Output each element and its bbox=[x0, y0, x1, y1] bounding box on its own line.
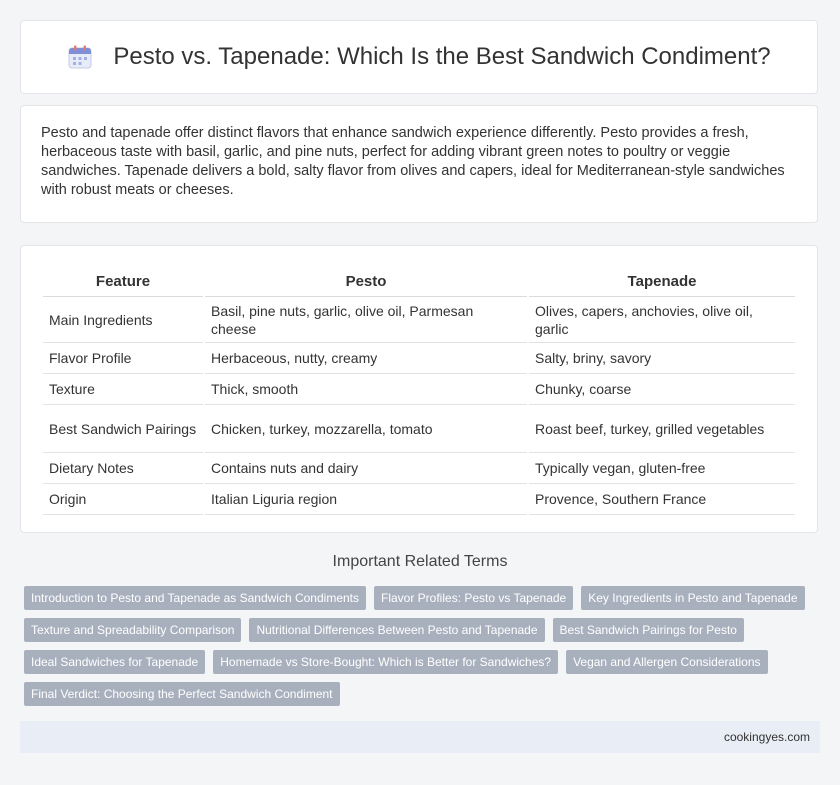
cell-pesto: Italian Liguria region bbox=[205, 484, 527, 515]
footer-site-link[interactable]: cookingyes.com bbox=[723, 730, 810, 744]
related-tag[interactable]: Key Ingredients in Pesto and Tapenade bbox=[581, 586, 804, 610]
cell-feature: Flavor Profile bbox=[43, 343, 203, 374]
related-tag[interactable]: Best Sandwich Pairings for Pesto bbox=[553, 618, 744, 642]
cell-feature: Dietary Notes bbox=[43, 453, 203, 484]
related-terms-title: Important Related Terms bbox=[332, 553, 508, 570]
cell-tapenade: Olives, capers, anchovies, olive oil, garlic bbox=[529, 297, 795, 343]
cell-feature: Origin bbox=[43, 484, 203, 515]
table-row bbox=[43, 453, 795, 484]
header-tapenade: Tapenade bbox=[529, 266, 795, 297]
related-terms-tags bbox=[24, 586, 824, 714]
related-tag[interactable]: Texture and Spreadability Comparison bbox=[24, 618, 241, 642]
related-tag[interactable]: Homemade vs Store-Bought: Which is Better for Sandwiches? bbox=[213, 650, 558, 674]
related-tag[interactable]: Final Verdict: Choosing the Perfect Sandwich Condiment bbox=[24, 682, 340, 706]
calendar-icon bbox=[67, 44, 93, 70]
header-card bbox=[20, 20, 818, 94]
related-tag[interactable]: Vegan and Allergen Considerations bbox=[566, 650, 767, 674]
header-pesto: Pesto bbox=[205, 266, 527, 297]
table-row bbox=[43, 343, 795, 374]
cell-feature: Best Sandwich Pairings bbox=[43, 405, 203, 453]
comparison-table bbox=[41, 266, 797, 515]
intro-text: Pesto and tapenade offer distinct flavors that enhance sandwich experience differently. Pesto provides a fresh, herbaceous taste with basil, garlic, and pine nuts, perfect for adding vibrant green notes to poultry or veggie sandwiches. Tapenade delivers a bold, salty flavor from olives and capers, ideal for Mediterranean-style sandwiches with robust meats or cheeses. bbox=[41, 125, 785, 198]
cell-tapenade: Salty, briny, savory bbox=[529, 343, 795, 374]
comparison-card bbox=[20, 245, 818, 533]
related-tag[interactable]: Ideal Sandwiches for Tapenade bbox=[24, 650, 205, 674]
header-feature: Feature bbox=[43, 266, 203, 297]
related-tag[interactable]: Nutritional Differences Between Pesto and Tapenade bbox=[249, 618, 544, 642]
table-row bbox=[43, 297, 795, 343]
header bbox=[67, 27, 770, 87]
cell-pesto: Thick, smooth bbox=[205, 374, 527, 405]
table-header-row bbox=[43, 266, 795, 297]
cell-pesto: Basil, pine nuts, garlic, olive oil, Parmesan cheese bbox=[205, 297, 527, 343]
related-tag[interactable]: Introduction to Pesto and Tapenade as Sandwich Condiments bbox=[24, 586, 366, 610]
table-row bbox=[43, 484, 795, 515]
cell-pesto: Contains nuts and dairy bbox=[205, 453, 527, 484]
related-tag[interactable]: Flavor Profiles: Pesto vs Tapenade bbox=[374, 586, 573, 610]
cell-pesto: Herbaceous, nutty, creamy bbox=[205, 343, 527, 374]
intro-card bbox=[20, 105, 818, 223]
footer bbox=[20, 721, 820, 753]
table-row bbox=[43, 374, 795, 405]
cell-feature: Main Ingredients bbox=[43, 297, 203, 343]
cell-pesto: Chicken, turkey, mozzarella, tomato bbox=[205, 405, 527, 453]
page-title: Pesto vs. Tapenade: Which Is the Best Sandwich Condiment? bbox=[113, 43, 771, 70]
cell-tapenade: Typically vegan, gluten-free bbox=[529, 453, 795, 484]
cell-feature: Texture bbox=[43, 374, 203, 405]
cell-tapenade: Chunky, coarse bbox=[529, 374, 795, 405]
cell-tapenade: Roast beef, turkey, grilled vegetables bbox=[529, 405, 795, 453]
cell-tapenade: Provence, Southern France bbox=[529, 484, 795, 515]
table-row bbox=[43, 405, 795, 453]
